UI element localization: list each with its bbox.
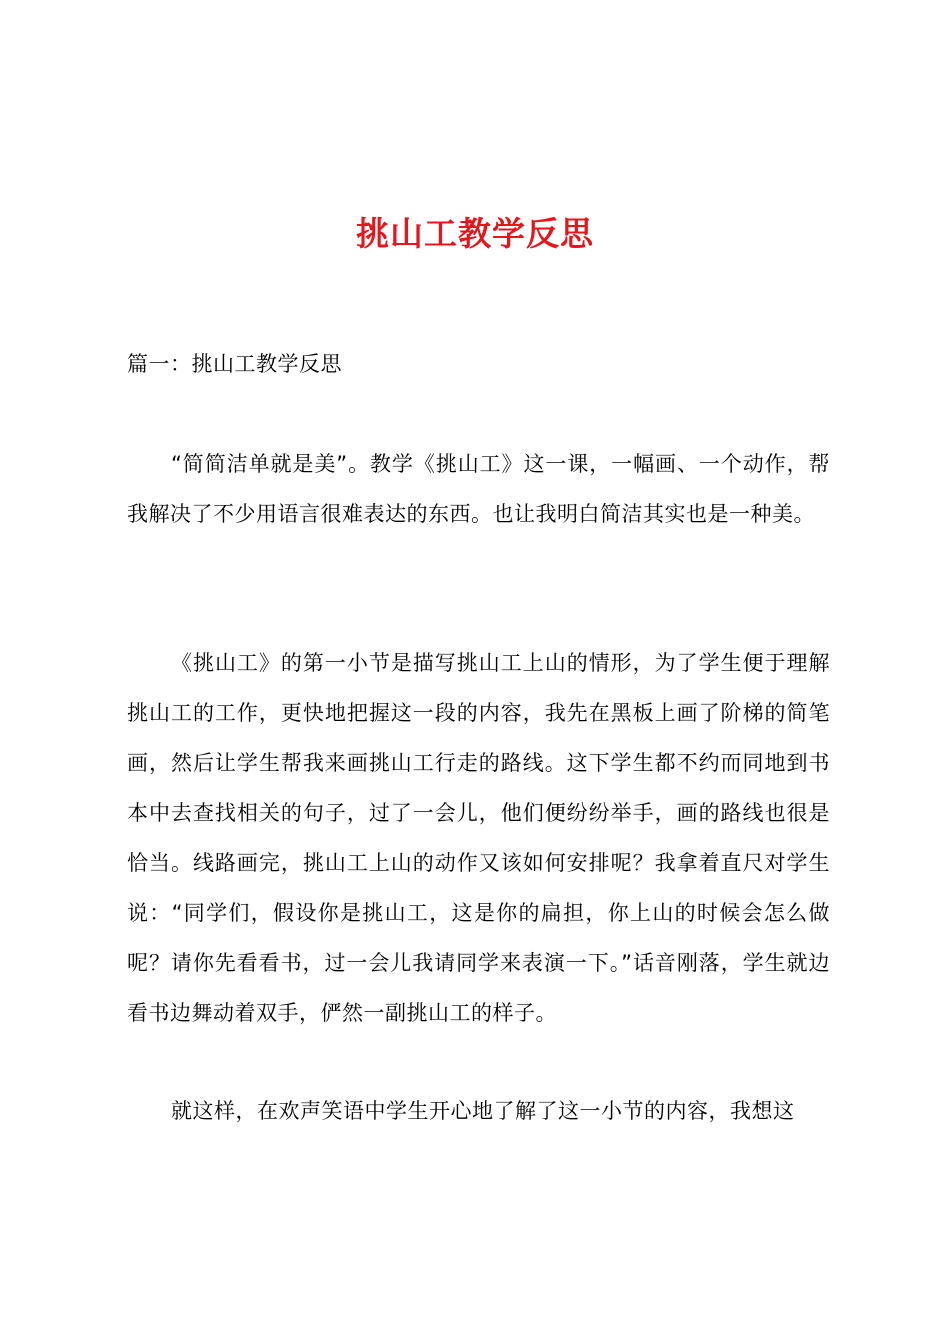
paragraph-3: 就这样，在欢声笑语中学生开心地了解了这一小节的内容，我想这 xyxy=(171,1099,795,1123)
section-heading: 篇一：挑山工教学反思 xyxy=(127,352,342,376)
document-title: 挑山工教学反思 xyxy=(356,214,594,253)
paragraph-2: 《挑山工》的第一小节是描写挑山工上山的情形，为了学生便于理解挑山工的工作，更快地把握这一段的内容，我先在黑板上画了阶梯的简笔画，然后让学生帮我来画挑山工行走的路线。这下学生都不约而同地到书本中去查找相关的句子，过了一会儿，他们便纷纷举手，画的路线也很是恰当。线路画完，挑山工上山的动作又该如何安排呢？我拿着直尺对学生说：“同学们，假设你是挑山工，这是你的扁担，你上山的时候会怎么做呢？请你先看看书，过一会儿我请同学来表演一下。”话音刚落，学生就边看书边舞动着双手，俨然一副挑山工的样子。 xyxy=(127,651,830,1025)
paragraph-1: “简简洁单就是美”。教学《挑山工》这一课，一幅画、一个动作，帮我解决了不少用语言很难表达的东西。也让我明白简洁其实也是一种美。 xyxy=(127,452,830,526)
